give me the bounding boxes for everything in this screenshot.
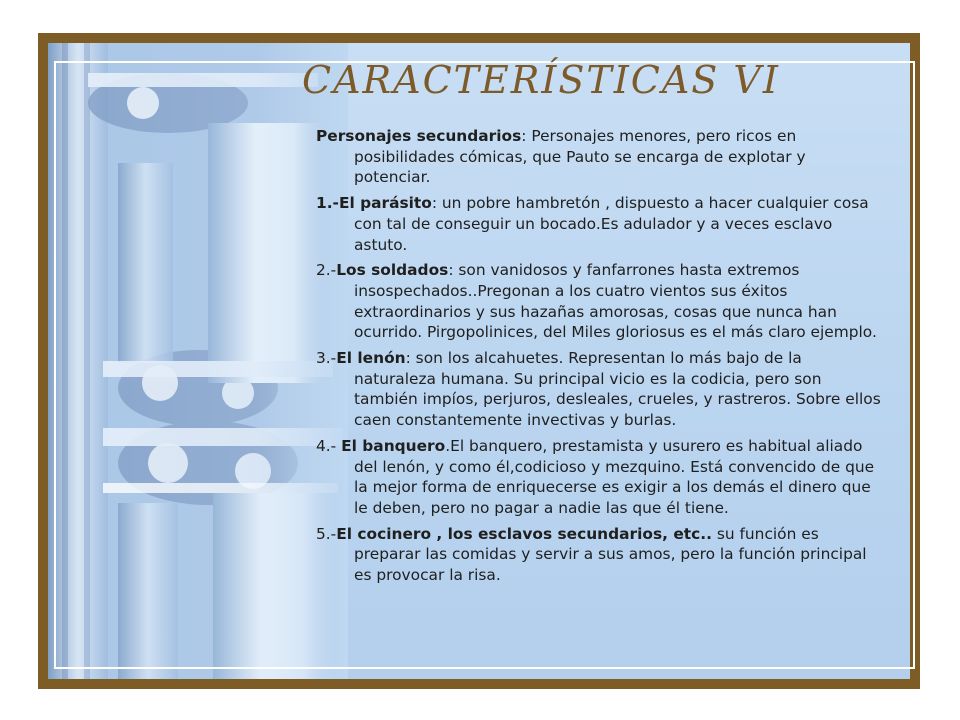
paragraph-lenon [316, 348, 884, 431]
paragraph-number: 4.- [316, 436, 342, 455]
paragraph-term: El banquero [341, 436, 446, 455]
paragraph-number: 3.- [316, 349, 337, 368]
paragraph-number: 2.- [316, 261, 337, 280]
paragraph-body: : un pobre hambretón , dispuesto a hacer cualquier cosa con tal de conseguir un bocado.Es adulador y a veces esclavo astuto. [354, 194, 869, 254]
paragraph-banquero [316, 436, 884, 519]
paragraph-term: Personajes secundarios [316, 127, 522, 145]
paragraph-body: su función es preparar las comidas y servir a sus amos, pero la función principal es provocar la risa. [354, 524, 867, 585]
paragraph-number: 5.- [316, 524, 337, 543]
paragraph-body: .El banquero, prestamista y usurero es habitual aliado del lenón, y como él,codicioso y mezquino. Está convencido de que la mejor forma de enriquecerse es exigir a los demás el dinero que le deben, pero no pagar a nadie las que él tiene. [354, 436, 875, 517]
paragraph-soldados [316, 260, 884, 343]
slide-title: CARACTERÍSTICAS VI [302, 58, 780, 102]
paragraph-personajes-secundarios [316, 126, 884, 188]
paragraph-body: : son vanidosos y fanfarrones hasta extremos insospechados..Pregonan a los cuatro vientos sus éxitos extraordinarios y sus hazañas amorosas, cosas que nunca han ocurrido. Pirgopolinices, del Miles gloriosus es el más claro ejemplo. [354, 261, 877, 342]
paragraph-term: El cocinero , los esclavos secundarios, etc.. [336, 524, 712, 543]
paragraph-term: El lenón [336, 349, 406, 368]
paragraph-cocinero [316, 524, 884, 586]
paragraph-term: Los soldados [336, 261, 449, 280]
paragraph-body: : son los alcahuetes. Representan lo más bajo de la naturaleza humana. Su principal vicio es la codicia, pero son también impíos, perjuros, desleales, crueles, y rastreros. Sobre ellos caen constantemente invectivas y burlas. [354, 349, 881, 430]
slide-content [316, 126, 884, 591]
paragraph-term: 1.-El parásito [316, 194, 432, 213]
paragraph-parasito [316, 193, 884, 255]
paragraph-body: : Personajes menores, pero ricos en posibilidades cómicas, que Pauto se encarga de explotar y potenciar. [354, 127, 806, 187]
